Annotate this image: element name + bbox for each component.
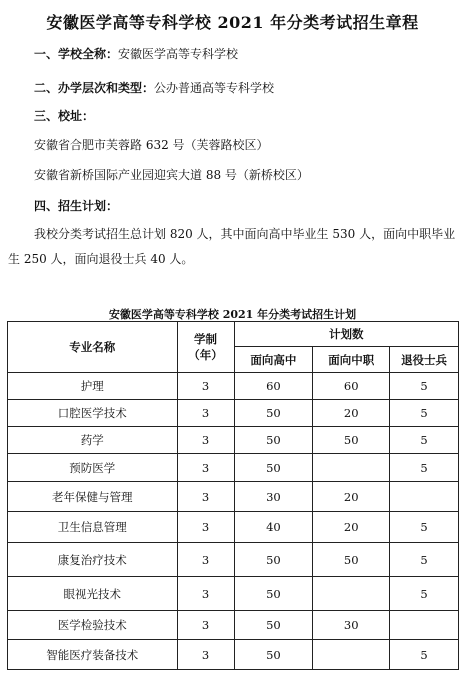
cell-duration: 3: [177, 400, 234, 427]
cell-veterans: 5: [390, 427, 459, 454]
cell-veterans: 5: [390, 454, 459, 482]
cell-vocational: 30: [313, 611, 390, 640]
cell-duration: 3: [177, 543, 234, 577]
cell-duration: 3: [177, 577, 234, 611]
header-high-school: 面向高中: [234, 347, 313, 373]
cell-vocational: [313, 577, 390, 611]
cell-veterans: [390, 611, 459, 640]
section-label: 二、办学层次和类型：: [34, 81, 155, 95]
cell-high-school: 40: [234, 512, 313, 543]
section-label: 一、学校全称：: [34, 47, 119, 61]
cell-major: 康复治疗技术: [8, 543, 178, 577]
cell-high-school: 30: [234, 482, 313, 512]
cell-high-school: 50: [234, 427, 313, 454]
cell-veterans: 5: [390, 543, 459, 577]
cell-vocational: 50: [313, 543, 390, 577]
cell-vocational: 50: [313, 427, 390, 454]
enrollment-plan-table: [7, 321, 459, 670]
table-row: [8, 454, 459, 482]
cell-major: 药学: [8, 427, 178, 454]
table-row: [8, 577, 459, 611]
cell-duration: 3: [177, 512, 234, 543]
header-plan-count: 计划数: [234, 322, 459, 347]
table-row: [8, 512, 459, 543]
table-caption: 安徽医学高等专科学校 2021 年分类考试招生计划: [108, 308, 357, 321]
cell-high-school: 50: [234, 543, 313, 577]
cell-high-school: 50: [234, 400, 313, 427]
section-value: 安徽医学高等专科学校: [118, 47, 239, 61]
section-address-label: 三、校址：: [34, 109, 95, 123]
section-school-name: [34, 45, 238, 62]
plan-paragraph: 我校分类考试招生总计划 820 人，其中面向高中毕业生 530 人，面向中职毕业生 250 人，面向退役士兵 40 人。: [8, 227, 456, 266]
header-veterans: 退役士兵: [390, 347, 459, 373]
cell-major: 卫生信息管理: [8, 512, 178, 543]
cell-major: 口腔医学技术: [8, 400, 178, 427]
table-row: [8, 373, 459, 400]
cell-duration: 3: [177, 482, 234, 512]
cell-high-school: 50: [234, 640, 313, 670]
table-row: [8, 427, 459, 454]
table-row: [8, 482, 459, 512]
section-value: 公办普通高等专科学校: [154, 81, 275, 95]
cell-vocational: 20: [313, 512, 390, 543]
cell-vocational: 20: [313, 400, 390, 427]
section-plan-label: 四、招生计划：: [34, 199, 119, 213]
cell-high-school: 50: [234, 577, 313, 611]
document-title: 安徽医学高等专科学校 2021 年分类考试招生章程: [46, 13, 419, 32]
cell-major: 智能医疗装备技术: [8, 640, 178, 670]
header-major: 专业名称: [8, 322, 178, 373]
cell-major: 预防医学: [8, 454, 178, 482]
cell-veterans: 5: [390, 373, 459, 400]
campus-address-1: 安徽省合肥市芙蓉路 632 号（芙蓉路校区）: [34, 138, 269, 152]
campus-address-2: 安徽省新桥国际产业园迎宾大道 88 号（新桥校区）: [34, 168, 309, 182]
cell-major: 老年保健与管理: [8, 482, 178, 512]
table-row: [8, 640, 459, 670]
cell-high-school: 60: [234, 373, 313, 400]
header-duration: 学制（年）: [177, 322, 234, 373]
cell-high-school: 50: [234, 454, 313, 482]
section-school-type: [34, 79, 274, 96]
cell-duration: 3: [177, 427, 234, 454]
cell-vocational: 20: [313, 482, 390, 512]
cell-vocational: [313, 454, 390, 482]
cell-major: 医学检验技术: [8, 611, 178, 640]
cell-veterans: 5: [390, 400, 459, 427]
cell-duration: 3: [177, 373, 234, 400]
cell-vocational: 60: [313, 373, 390, 400]
cell-duration: 3: [177, 640, 234, 670]
cell-veterans: [390, 482, 459, 512]
table-row: [8, 611, 459, 640]
header-vocational: 面向中职: [313, 347, 390, 373]
cell-major: 护理: [8, 373, 178, 400]
cell-veterans: 5: [390, 640, 459, 670]
cell-veterans: 5: [390, 577, 459, 611]
cell-duration: 3: [177, 454, 234, 482]
cell-veterans: 5: [390, 512, 459, 543]
cell-high-school: 50: [234, 611, 313, 640]
cell-duration: 3: [177, 611, 234, 640]
table-body: [8, 373, 459, 670]
table-row: [8, 543, 459, 577]
cell-major: 眼视光技术: [8, 577, 178, 611]
table-row: [8, 400, 459, 427]
cell-vocational: [313, 640, 390, 670]
